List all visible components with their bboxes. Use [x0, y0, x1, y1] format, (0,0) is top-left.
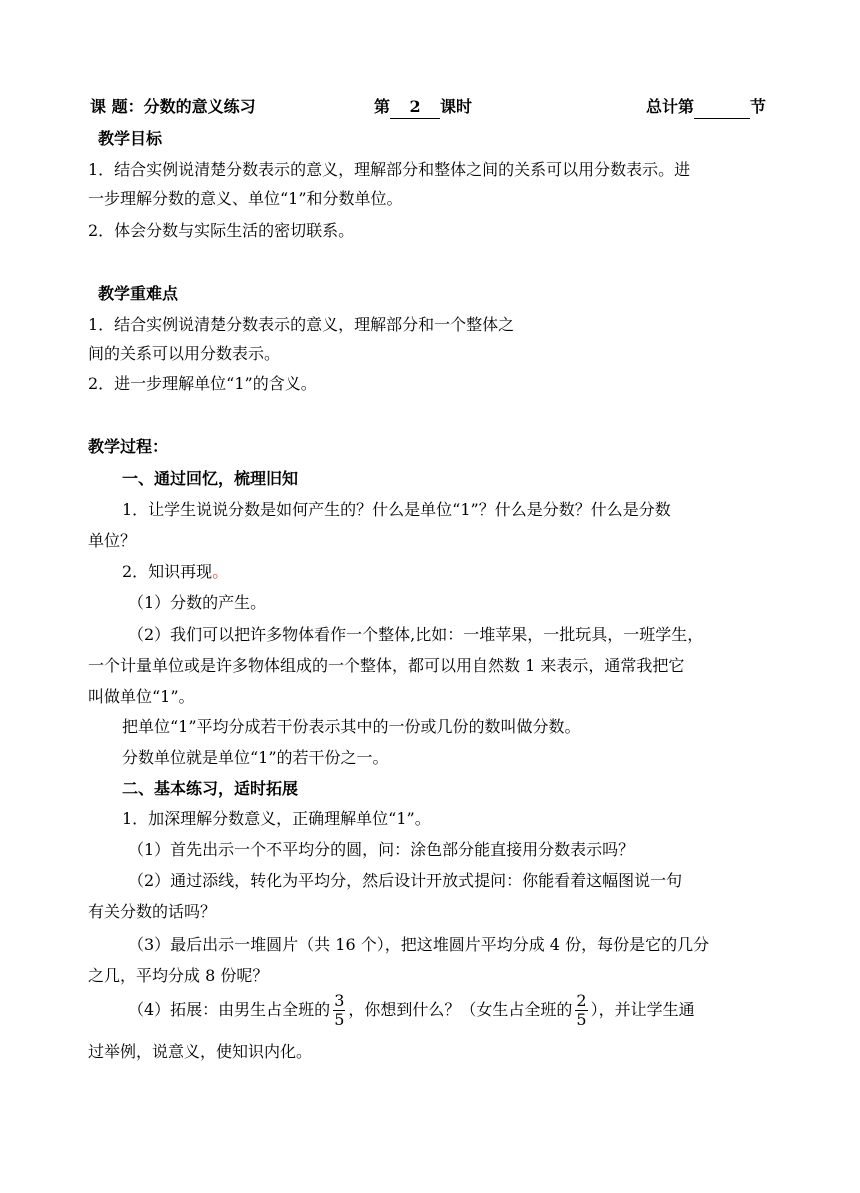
course-title: 分数的意义练习: [143, 97, 256, 116]
key-points-heading: 教学重难点: [98, 284, 179, 303]
objective-1-line-2: 一步理解分数的意义、单位“1”和分数单位。: [88, 189, 403, 208]
section-2-p5-part-2: ，你想到什么？（女生占全班的: [348, 1000, 573, 1019]
section-2-p5-part-3: ），并让学生通: [590, 1000, 695, 1019]
section-2-p5-line-2: 过举例，说意义，使知识内化。: [88, 1042, 313, 1061]
section-1-p5: 把单位“1”平均分成若干份表示其中的一份或几份的数叫做分数。: [122, 717, 581, 736]
section-1-p4-line-2: 一个计量单位或是许多物体组成的一个整体，都可以用自然数 1 来表示，通常我把它: [88, 656, 685, 675]
total-prefix: 总计第: [646, 97, 695, 116]
section-2-p3-line-2: 有关分数的话吗？: [88, 902, 217, 921]
course-prefix: 课 题：: [90, 97, 144, 116]
fraction-1-numerator: 3: [334, 991, 345, 1010]
section-1-p2-text: 2．知识再现: [122, 562, 213, 581]
objective-2: 2．体会分数与实际生活的密切联系。: [88, 221, 355, 240]
section-1-p3: （1）分数的产生。: [128, 593, 267, 612]
section-2-p4-line-1: （3）最后出示一堆圆片（共 16 个），把这堆圆片平均分成 4 份，每份是它的几分: [128, 935, 710, 954]
total-count-line: [646, 96, 766, 119]
section-2-title: 二、基本练习，适时拓展: [122, 779, 299, 798]
fraction-2-denominator: 5: [576, 1010, 587, 1029]
section-1-title: 一、通过回忆，梳理旧知: [122, 469, 299, 488]
fraction-1-denominator: 5: [334, 1010, 345, 1029]
section-1-p4-line-1: （2）我们可以把许多物体看作一个整体,比如：一堆苹果，一批玩具，一班学生，: [128, 625, 704, 644]
lesson-number: 2: [390, 96, 440, 119]
section-1-p2: [122, 561, 228, 583]
lesson-prefix: 第: [374, 97, 391, 116]
key-point-1-line-1: 1．结合实例说清楚分数表示的意义，理解部分和一个整体之: [88, 315, 515, 334]
fraction-two-fifths: [575, 992, 587, 1029]
total-suffix: 节: [750, 97, 767, 116]
section-1-p6: 分数单位就是单位“1”的若干份之一。: [122, 748, 389, 767]
lesson-suffix: 课时: [440, 97, 473, 116]
fraction-three-fifths: [333, 992, 345, 1029]
objectives-heading: 教学目标: [98, 129, 163, 148]
fraction-2-numerator: 2: [576, 991, 587, 1010]
section-2-p1: 1．加深理解分数意义，正确理解单位“1”。: [122, 809, 431, 828]
section-2-p4-line-2: 之几，平均分成 8 份呢？: [88, 966, 269, 985]
section-1-p1-line-2: 单位？: [88, 531, 137, 550]
section-1-p1-line-1: 1．让学生说说分数是如何产生的？什么是单位“1”？什么是分数？什么是分数: [122, 500, 671, 519]
section-2-p2: （1）首先出示一个不平均分的圆，问：涂色部分能直接用分数表示吗？: [128, 840, 635, 859]
key-point-2: 2．进一步理解单位“1”的含义。: [88, 374, 317, 393]
section-2-p5-line-1: [128, 990, 695, 1030]
lesson-number-line: [374, 96, 472, 119]
total-count-blank: [694, 96, 750, 119]
section-1-p2-mark: 。: [212, 562, 229, 581]
process-heading: 教学过程：: [88, 437, 169, 456]
section-2-p3-line-1: （2）通过添线，转化为平均分，然后设计开放式提问：你能看着这幅图说一句: [128, 871, 683, 890]
section-2-p5-part-1: （4）拓展：由男生占全班的: [128, 1000, 331, 1019]
section-1-p4-line-3: 叫做单位“1”。: [88, 687, 195, 706]
key-point-1-line-2: 间的关系可以用分数表示。: [88, 344, 281, 363]
course-title-line: [90, 96, 256, 118]
objective-1-line-1: 1．结合实例说清楚分数表示的意义，理解部分和整体之间的关系可以用分数表示。进: [88, 160, 691, 179]
